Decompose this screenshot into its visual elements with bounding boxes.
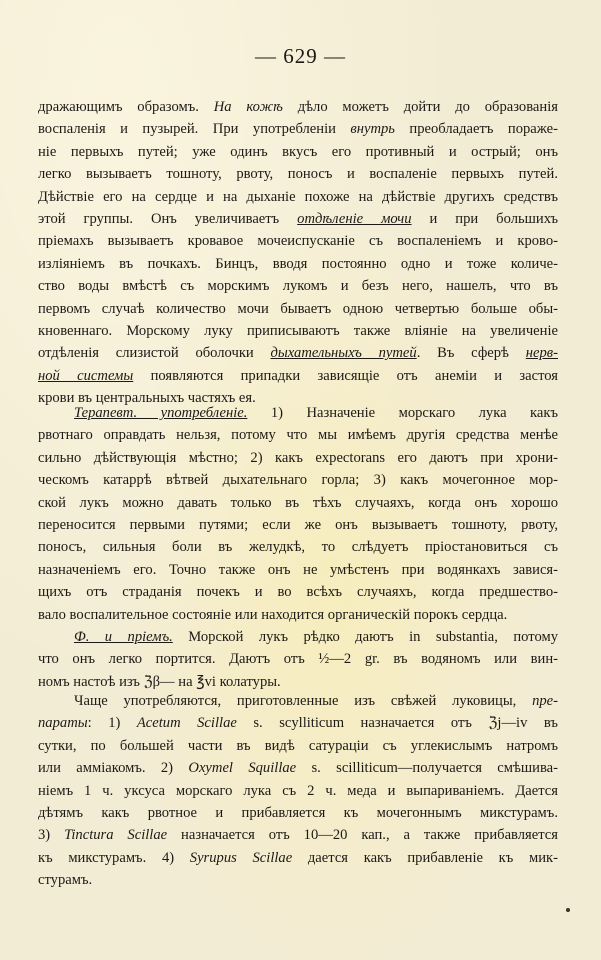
text-run: крови въ центральныхъ частяхъ ея. <box>38 390 256 407</box>
text-line <box>38 447 558 469</box>
text-run: ство воды вмѣстѣ съ морскимъ лукомъ и безъ него, нашелъ, что въ <box>38 278 558 295</box>
text-line <box>38 824 558 846</box>
text-run: Морской лукъ рѣдко даютъ in substantia, потому <box>172 629 558 645</box>
text-line <box>38 298 558 320</box>
text-run: поносъ, сильныя боли въ желудкѣ, то слѣдуетъ пріостановиться съ <box>38 539 558 556</box>
text-run: вало воспалительное состояніе или находится органическій порокъ сердца. <box>38 606 508 623</box>
text-run: сильно дѣйствующія мѣстно; 2) какъ expectorans его даютъ при хрони- <box>38 449 558 466</box>
text-run: рвотнаго оправдать нельзя, потому что мы имѣемъ другія средства менѣе <box>38 427 558 444</box>
text-line <box>38 536 558 558</box>
italic-term: Tinctura Scillae <box>64 827 168 844</box>
text-run: воспаленія и пузырей. При употребленіи <box>38 121 351 138</box>
text-run: отдѣленія слизистой оболочки <box>38 345 271 362</box>
text-run: 1) Назначеніе морскаго лука какъ <box>247 405 559 421</box>
text-run: появляются припадки зависящіе отъ анеміи и застоя <box>133 367 558 384</box>
text-run: s. scilliticum—получается смѣшива- <box>296 760 558 777</box>
text-run: Дѣйствіе его на сердце и на дыханіе похоже на дѣйствіе другихъ средствъ <box>38 188 558 205</box>
text-run: ніемъ 1 ч. уксуса морскаго лука съ 2 ч. меда и выпариваніемъ. Дается <box>38 782 558 799</box>
text-line <box>38 253 558 275</box>
paragraph-action <box>38 96 558 410</box>
italic-term: Syrupus Scillae <box>189 849 293 866</box>
text-line <box>38 186 558 208</box>
emphasized-term: ной системы <box>38 367 134 384</box>
text-run: дается какъ прибавленіе къ мик- <box>292 849 558 866</box>
italic-term: пре- <box>532 693 558 709</box>
emphasized-term: отдѣленіе мочи <box>297 211 412 228</box>
text-run: Чаще употребляются, приготовленные изъ свѣжей луковицы, <box>74 693 533 709</box>
text-line <box>38 581 558 603</box>
italic-term: На кожѣ <box>213 99 283 115</box>
emphasized-term: Ф. и пріемъ. <box>74 629 173 645</box>
print-speck <box>566 908 570 912</box>
text-line <box>38 208 558 230</box>
text-run: что онъ легко портится. Даютъ отъ ½—2 gr. въ водяномъ или вин- <box>38 651 558 668</box>
italic-term: внутрь <box>350 121 395 138</box>
paragraph-preparations <box>38 690 558 892</box>
emphasized-term: нерв- <box>525 345 558 362</box>
text-run: . Въ сферѣ <box>416 345 526 362</box>
text-run: легко вызываетъ тошноту, рвоту, поносъ и воспаленіе первыхъ путей. <box>38 166 558 183</box>
text-run: переносится первыми путями; если же онъ вызываетъ тошноту, рвоту, <box>38 517 558 534</box>
text-run: стурамъ. <box>38 872 93 889</box>
text-line <box>38 514 558 536</box>
text-line <box>38 365 558 387</box>
emphasized-term: дыхательныхъ путей <box>270 345 417 362</box>
text-run: : 1) <box>87 715 137 732</box>
text-run: этой группы. Онъ увеличиваетъ <box>38 211 298 228</box>
paragraph-forms-and-doses <box>38 626 558 693</box>
paragraph-therapeutic-use <box>38 402 558 626</box>
text-line <box>38 757 558 779</box>
text-line <box>38 118 558 140</box>
text-run: 3) <box>38 827 65 844</box>
text-run: дѣтямъ какъ рвотное и прибавляется къ мочегоннымъ микстурамъ. <box>38 805 558 822</box>
text-line <box>38 163 558 185</box>
text-line <box>38 402 558 424</box>
text-line <box>38 230 558 252</box>
text-line <box>38 342 558 364</box>
text-line <box>38 780 558 802</box>
text-run: и при большихъ <box>411 211 558 228</box>
text-line <box>38 424 558 446</box>
page-number: — 629 — <box>255 44 346 68</box>
text-line <box>38 712 558 734</box>
text-line <box>38 604 558 626</box>
text-run: s. scylliticum назначается отъ ℨj—iv въ <box>236 715 558 732</box>
text-line <box>38 275 558 297</box>
italic-term: Oxymel Squillae <box>188 760 297 777</box>
text-run: изліяніемъ въ почкахъ. Бинцъ, вводя постоянно одно и тоже количе- <box>38 255 558 272</box>
text-run: назначается отъ 10—20 кап., а также прибавляется <box>167 827 558 844</box>
italic-term: параты <box>38 715 88 732</box>
text-run: щихъ отъ страданія почекъ и во всѣхъ случаяхъ, когда предшество- <box>38 584 558 601</box>
text-line <box>38 802 558 824</box>
italic-term: Acetum Scillae <box>136 715 237 732</box>
text-line <box>38 469 558 491</box>
text-line <box>38 626 558 648</box>
text-run: сутки, по большей части въ видѣ сатураціи съ углекислымъ натромъ <box>38 737 558 754</box>
text-line <box>38 492 558 514</box>
text-line <box>38 690 558 712</box>
text-line <box>38 320 558 342</box>
text-line <box>38 96 558 118</box>
text-line <box>38 869 558 891</box>
text-run: къ микстурамъ. 4) <box>38 849 190 866</box>
text-run: ской лукъ можно давать только въ тѣхъ случаяхъ, когда онъ хорошо <box>38 494 558 511</box>
text-run: номъ настоѣ изъ ℨβ— на ℥vi колатуры. <box>38 673 281 690</box>
text-run: ческомъ катаррѣ вѣтвей дыхательнаго горла; 3) какъ мочегонное мор- <box>38 472 558 489</box>
text-line <box>38 735 558 757</box>
text-line <box>38 648 558 670</box>
text-run: кновеннаго. Морскому луку приписываютъ также вліяніе на увеличеніе <box>38 323 558 340</box>
text-run: дѣло можетъ дойти до образованія <box>282 99 558 115</box>
text-run: ніе первыхъ путей; уже одинъ вкусъ его противный и острый; онъ <box>38 143 558 160</box>
text-run: первомъ случаѣ количество мочи бываетъ одною четвертью больше обы- <box>38 300 558 317</box>
text-line <box>38 559 558 581</box>
emphasized-term: Терапевт. употребленіе. <box>74 405 248 421</box>
text-line <box>38 141 558 163</box>
text-run: или амміакомъ. 2) <box>38 760 189 777</box>
text-run: дражающимъ образомъ. <box>38 99 214 115</box>
text-run: преобладаетъ пораже- <box>394 121 558 138</box>
text-run: назначеніемъ его. Точно также онъ не умѣстенъ при водянкахъ завися- <box>38 561 558 578</box>
text-line <box>38 847 558 869</box>
text-run: пріемахъ вызываетъ кровавое мочеиспусканіе съ воспаленіемъ и крово- <box>38 233 558 250</box>
